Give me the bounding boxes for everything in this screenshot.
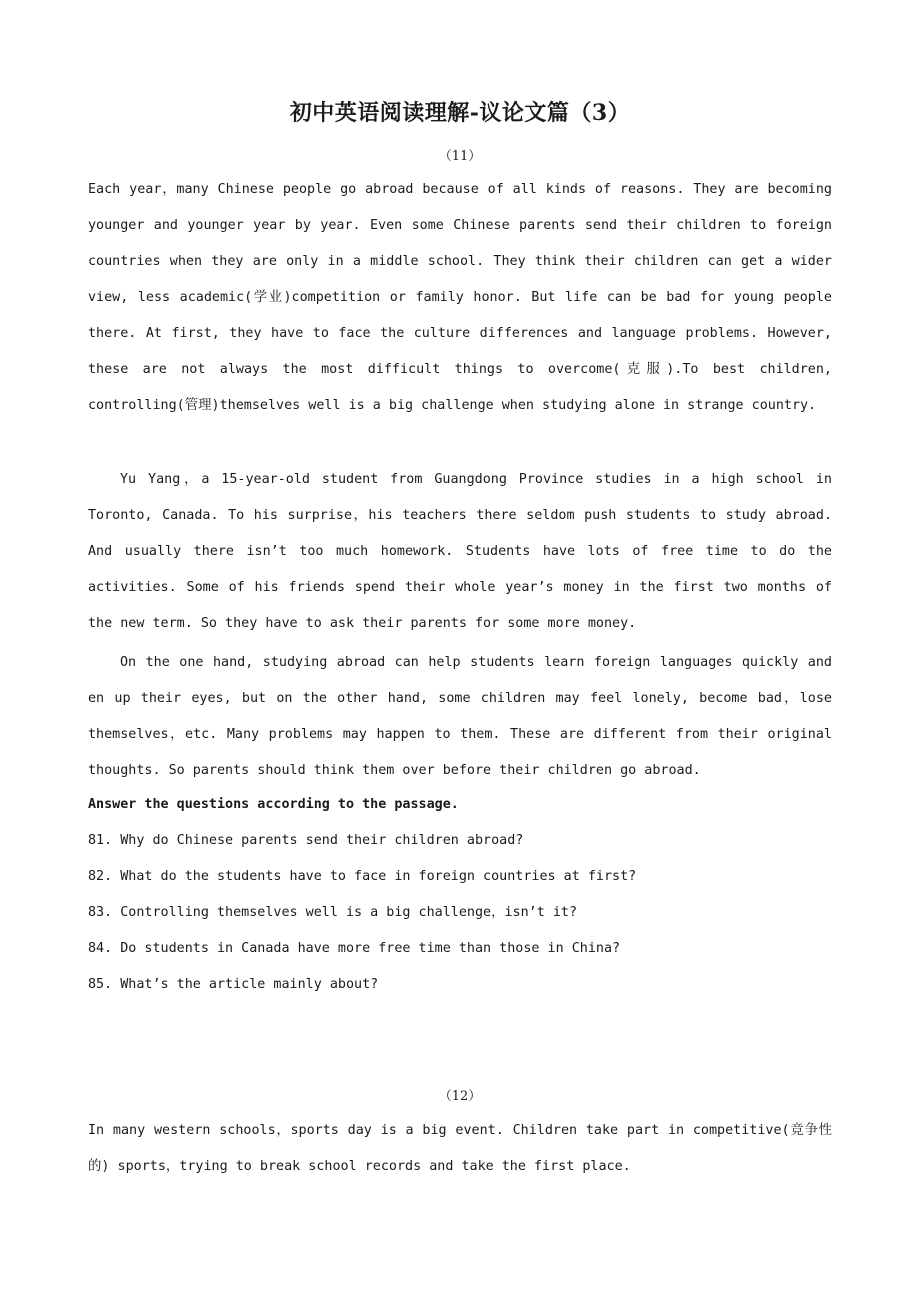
question-item: 84. Do students in Canada have more free time than those in China? (88, 941, 621, 956)
section-number: （12） (438, 1089, 482, 1104)
question-item: 81. Why do Chinese parents send their children abroad? (88, 833, 524, 848)
passage-paragraph: On the one hand, studying abroad can help students learn foreign languages quickly and en up their eyes, but on the other hand, some children may feel lonely, become bad，lose themselves，etc. Many problems may happen to them. These are different from their original thoughts. So parents should think them over before their children go abroad. (88, 655, 832, 778)
section-number: （11） (438, 149, 482, 164)
question-item: 85. What’s the article mainly about? (88, 977, 379, 992)
question-list (88, 829, 832, 1009)
questions-instruction: Answer the questions according to the passage. (88, 797, 459, 812)
question-item: 83. Controlling themselves well is a big challenge，isn’t it? (88, 905, 578, 920)
passage-paragraph: Yu Yang，a 15-year-old student from Guangdong Province studies in a high school in Toronto, Canada. To his surprise，his teachers there seldom push students to study abroad. And usually there isn’t too much homework. Students have lots of free time to do the activities. Some of his friends spend their whole year’s money in the first two months of the new term. So they have to ask their parents for some more money. (88, 472, 832, 631)
question-item: 82. What do the students have to face in foreign countries at first? (88, 869, 637, 884)
page-title: 初中英语阅读理解-议论文篇（3） (289, 100, 631, 126)
passage-paragraph: In many western schools，sports day is a big event. Children take part in competitive(竞争性的) sports，trying to break school records and take the first place. (88, 1123, 832, 1174)
passage-paragraph: Each year，many Chinese people go abroad because of all kinds of reasons. They are becoming younger and younger year by year. Even some Chinese parents send their children to foreign countries when they are only in a middle school. They think their children can get a wider view, less academic(学业)competition or family honor. But life can be bad for young people there. At first, they have to face the culture differences and language problems. However, these are not always the most difficult things to overcome(克服).To best children, controlling(管理)themselves well is a big challenge when studying alone in strange country. (88, 182, 832, 413)
